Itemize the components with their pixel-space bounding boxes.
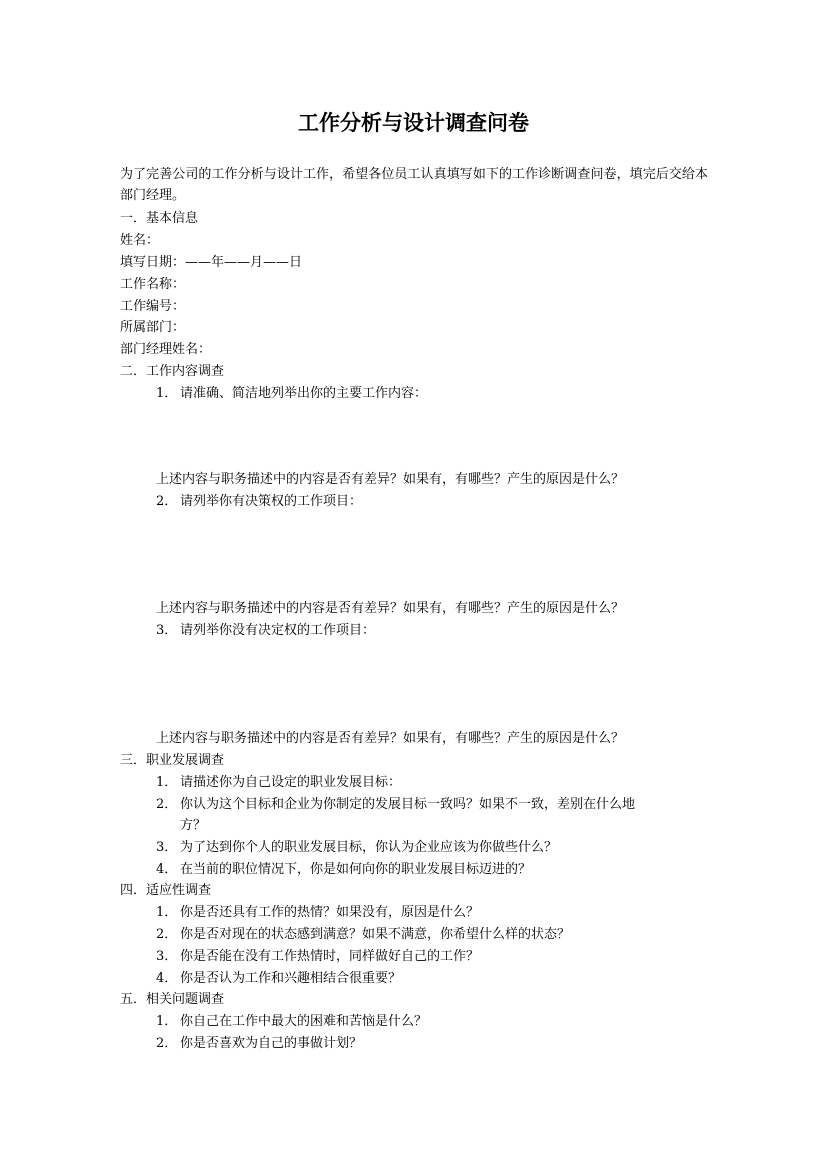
followup-question: 上述内容与职务描述中的内容是否有差异？如果有，有哪些？产生的原因是什么？ bbox=[156, 731, 625, 746]
field-job-number: 工作编号： bbox=[120, 299, 186, 314]
question-text: 你是否对现在的状态感到满意？如果不满意，你希望什么样的状态？ bbox=[180, 927, 571, 942]
question-number: 3． bbox=[156, 949, 178, 964]
intro-paragraph: 为了完善公司的工作分析与设计工作，希望各位员工认真填写如下的工作诊断调查问卷，填完后交给本部门经理。 bbox=[120, 167, 708, 203]
question-number: 3． bbox=[156, 623, 178, 638]
question-item bbox=[156, 383, 427, 404]
field-manager-name: 部门经理姓名： bbox=[120, 342, 212, 357]
section-heading-basic-info: 一．基本信息 bbox=[120, 211, 199, 226]
followup-question: 上述内容与职务描述中的内容是否有差异？如果有，有哪些？产生的原因是什么？ bbox=[156, 601, 625, 616]
question-text: 在当前的职位情况下，你是如何向你的职业发展目标迈进的？ bbox=[180, 862, 532, 877]
field-date: 填写日期：——年——月——日 bbox=[120, 255, 303, 270]
question-number: 1． bbox=[156, 775, 178, 790]
field-name: 姓名： bbox=[120, 233, 160, 248]
question-number: 1． bbox=[156, 905, 178, 920]
question-text: 你是否能在没有工作热情时，同样做好自己的工作？ bbox=[180, 949, 480, 964]
question-text: 你自己在工作中最大的困难和苦恼是什么？ bbox=[180, 1014, 428, 1029]
section-heading-adaptability: 四．适应性调查 bbox=[120, 883, 212, 898]
question-text-continued: 方？ bbox=[180, 818, 207, 833]
section-heading-related: 五．相关问题调查 bbox=[120, 992, 225, 1007]
question-text: 你是否认为工作和兴趣相结合很重要？ bbox=[180, 971, 402, 986]
question-number: 2． bbox=[156, 494, 178, 509]
field-job-title: 工作名称： bbox=[120, 277, 186, 292]
question-item bbox=[156, 772, 401, 793]
question-number: 4． bbox=[156, 862, 178, 877]
section-heading-career: 三．职业发展调查 bbox=[120, 753, 225, 768]
question-number: 2． bbox=[156, 797, 178, 812]
page-title: 工作分析与设计调查问卷 bbox=[298, 110, 529, 135]
question-item bbox=[156, 491, 362, 512]
field-department: 所属部门： bbox=[120, 320, 186, 335]
question-number: 1． bbox=[156, 1014, 178, 1029]
followup-question: 上述内容与职务描述中的内容是否有差异？如果有，有哪些？产生的原因是什么？ bbox=[156, 472, 625, 487]
question-number: 2． bbox=[156, 1036, 178, 1051]
question-text: 请准确、简洁地列举出你的主要工作内容： bbox=[180, 386, 428, 401]
question-item bbox=[156, 924, 570, 945]
question-item bbox=[156, 968, 401, 989]
question-text: 你是否喜欢为自己的事做计划？ bbox=[180, 1036, 363, 1051]
question-number: 3． bbox=[156, 840, 178, 855]
section-heading-work-content: 二．工作内容调查 bbox=[120, 364, 225, 379]
question-item bbox=[156, 1033, 362, 1054]
question-item bbox=[156, 620, 375, 641]
question-text: 请列举你有决策权的工作项目： bbox=[180, 494, 363, 509]
question-text: 你认为这个目标和企业为你制定的发展目标一致吗？如果不一致，差别在什么地 bbox=[180, 797, 636, 812]
question-text: 为了达到你个人的职业发展目标，你认为企业应该为你做些什么？ bbox=[180, 840, 558, 855]
question-number: 2． bbox=[156, 927, 178, 942]
question-number: 4． bbox=[156, 971, 178, 986]
question-text: 请描述你为自己设定的职业发展目标： bbox=[180, 775, 402, 790]
question-item bbox=[156, 946, 479, 967]
question-number: 1． bbox=[156, 386, 178, 401]
question-item bbox=[156, 1011, 427, 1032]
question-item bbox=[156, 902, 479, 923]
question-text: 你是否还具有工作的热情？如果没有，原因是什么？ bbox=[180, 905, 480, 920]
question-item bbox=[156, 859, 531, 880]
question-item bbox=[156, 794, 635, 815]
question-item bbox=[156, 837, 557, 858]
question-text: 请列举你没有决定权的工作项目： bbox=[180, 623, 376, 638]
